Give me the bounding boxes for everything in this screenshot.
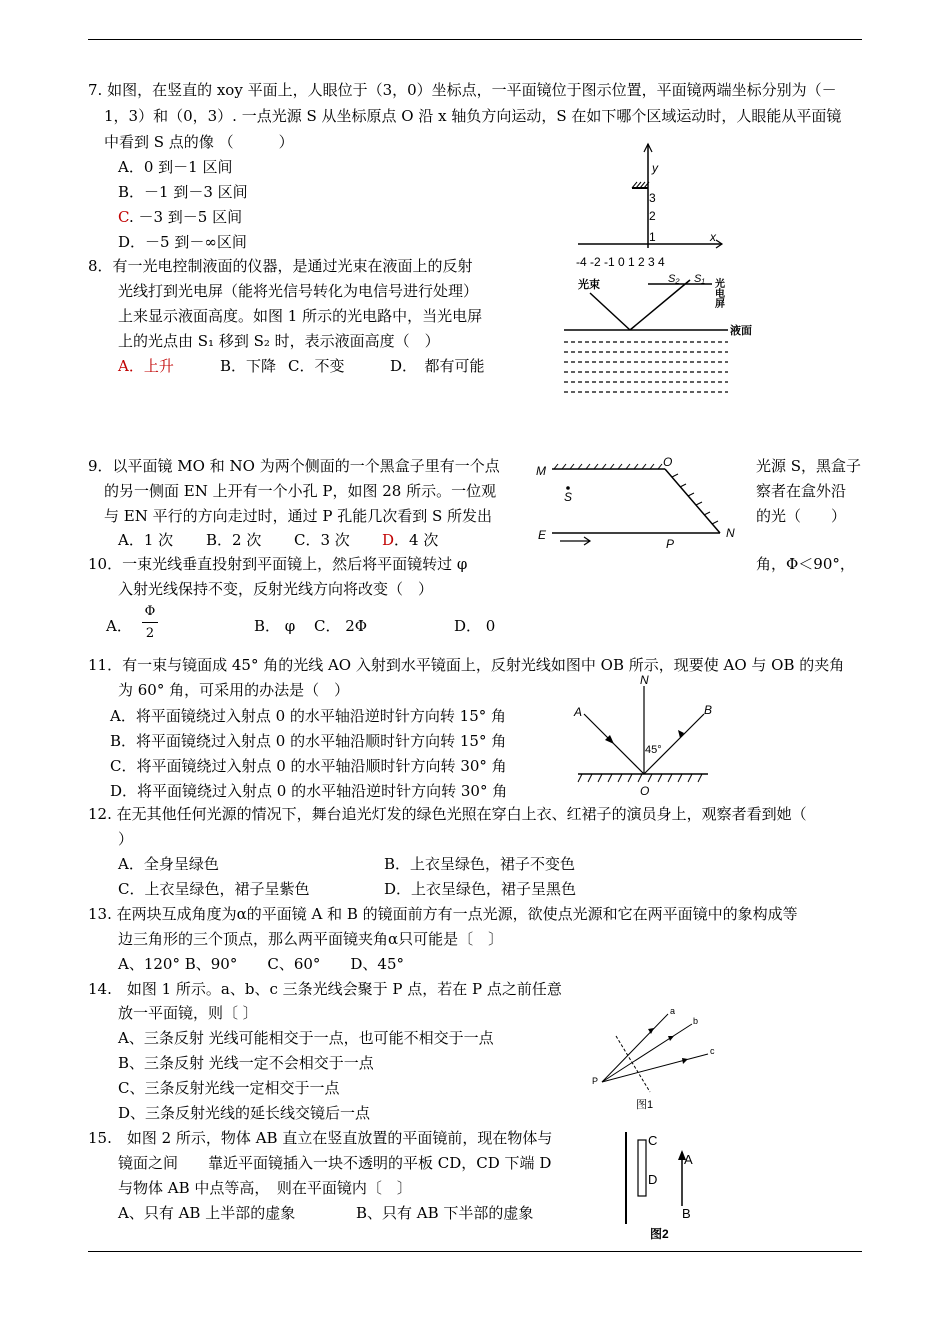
q12-option-d: D．上衣呈绿色，裙子呈黑色	[384, 880, 577, 898]
q8-line1: 8．有一光电控制液面的仪器，是通过光束在液面上的反射	[88, 257, 473, 275]
q11-option-a: A．将平面镜绕过入射点 0 的水平轴沿逆时针方向转 15° 角	[110, 707, 507, 725]
q13-line1: 13. 在两块互成角度为α的平面镜 A 和 B 的镜面前方有一点光源，欲使点光源和它在两平面镜中的象构成等	[88, 905, 798, 923]
q7-option-d: D．－5 到－∞区间	[118, 233, 247, 251]
q14-line2: 放一平面镜，则〔 〕	[118, 1004, 258, 1022]
q10-option-d: D． 0	[454, 617, 496, 635]
q7-option-c-text: . －3 到－5 区间	[128, 208, 243, 226]
reflected-ray	[630, 280, 690, 330]
q12-line2: ）	[118, 830, 134, 848]
s2-label: S₂	[668, 273, 680, 285]
q9-line3a: 与 EN 平行的方向走过时，通过 P 孔能几次看到 S 所发出	[104, 507, 493, 525]
q8-line2: 光线打到光电屏（能将光信号转化为电信号进行处理）	[118, 282, 479, 300]
q8-option-c: C．不变	[288, 357, 345, 375]
q11-line2: 为 60° 角，可采用的办法是（ ）	[118, 681, 350, 699]
q7-option-c	[118, 207, 242, 227]
q9-line1a: 9．以平面镜 MO 和 NO 为两个侧面的一个黑盒子里有一个点	[88, 457, 500, 475]
q8-line4: 上的光点由 S₁ 移到 S₂ 时，表示液面高度（ ）	[118, 332, 440, 350]
ray-c	[602, 1054, 708, 1082]
q12-option-c: C．上衣呈绿色，裙子呈紫色	[118, 880, 310, 898]
q10-line1a: 10．一束光线垂直投射到平面镜上，然后将平面镜转过 φ	[88, 555, 468, 573]
q11-option-b: B．将平面镜绕过入射点 0 的水平轴沿顺时针方向转 15° 角	[110, 732, 507, 750]
label-b: b	[693, 1016, 699, 1026]
label-b: B	[682, 1206, 691, 1221]
q13-line2: 边三角形的三个顶点，那么两平面镜夹角α只可能是〔 〕	[118, 930, 504, 948]
tick-y-3: 3	[649, 191, 656, 205]
surface-label: 液面	[730, 325, 752, 337]
label-s: S	[564, 490, 573, 504]
top-rule	[88, 39, 862, 40]
label-e: E	[538, 528, 547, 542]
q12-option-a: A．全身呈绿色	[118, 855, 219, 873]
q7-line2: 1，3）和（0，3）. 一点光源 S 从坐标原点 O 沿 x 轴负方向运动，S 在如下哪个区域运动时，人眼能从平面镜	[104, 107, 842, 125]
q9-option-b: B．2 次	[206, 531, 262, 549]
q11-option-c: C．将平面镜绕过入射点 0 的水平轴沿顺时针方向转 30° 角	[110, 757, 507, 775]
q7-answer-mark: C	[118, 208, 129, 226]
q15-figure	[610, 1128, 720, 1246]
q14-line1: 14. 如图 1 所示。a、b、c 三条光线会聚于 P 点，若在 P 点之前任意	[88, 980, 562, 998]
q8-option-b: B．下降	[220, 357, 277, 375]
q12-option-b: B．上衣呈绿色，裙子不变色	[384, 855, 576, 873]
fig2-caption: 图2	[650, 1227, 669, 1241]
angle-label: 45°	[645, 744, 662, 756]
label-n: N	[640, 673, 649, 687]
tick-y-1: 1	[649, 230, 656, 244]
q8-option-d: D． 都有可能	[390, 357, 485, 375]
arrow-c	[682, 1058, 688, 1064]
q9-figure	[530, 455, 755, 550]
q11-figure	[568, 670, 718, 800]
y-label: y	[652, 161, 658, 175]
label-c: C	[648, 1133, 658, 1148]
mirror-line	[616, 1036, 650, 1092]
q14-option-a: A、三条反射 光线可能相交于一点，也可能不相交于一点	[118, 1029, 494, 1047]
q10-option-a-num: Φ	[144, 604, 156, 619]
q9-answer-mark: D	[382, 531, 395, 549]
q7-figure	[570, 140, 730, 270]
q7-option-b: B．－1 到－3 区间	[118, 183, 248, 201]
q7-line3: 中看到 S 点的像 （ ）	[104, 133, 294, 151]
q14-option-c: C、三条反射光线一定相交于一点	[118, 1079, 340, 1097]
q10-option-b: B． φ	[254, 617, 296, 635]
label-p: P	[592, 1076, 599, 1086]
q15-line3: 与物体 AB 中点等高， 则在平面镜内〔 〕	[118, 1179, 412, 1197]
q10-option-c: C． 2Φ	[314, 617, 368, 635]
q14-figure	[590, 1002, 730, 1114]
q9-option-c: C．3 次	[294, 531, 350, 549]
mirror-no	[665, 469, 720, 533]
screen-label: 光电屏	[712, 278, 724, 308]
beam-label: 光束	[578, 279, 600, 291]
label-a: A	[684, 1152, 693, 1167]
q10-line1b: 角，Φ＜90°，	[756, 555, 855, 573]
label-o: O	[640, 784, 650, 798]
mirror-hatch	[578, 774, 702, 782]
q9-line2b: 察者在盒外沿	[756, 482, 847, 500]
incident-ray	[590, 293, 630, 330]
q10-fraction-bar	[142, 622, 158, 623]
mirror-no-hatch	[672, 474, 718, 524]
bottom-rule	[88, 1251, 862, 1252]
q9-option-d-text: ．4 次	[394, 531, 439, 549]
label-d: D	[648, 1172, 658, 1187]
q10-option-a-den: 2	[145, 626, 155, 641]
liquid-lines	[564, 342, 728, 392]
q11-option-d: D．将平面镜绕过入射点 0 的水平轴沿逆时针方向转 30° 角	[110, 782, 508, 800]
plate-cd	[638, 1140, 646, 1196]
q14-option-d: D、三条反射光线的延长线交镜后一点	[118, 1104, 371, 1122]
tick-y-2: 2	[649, 209, 656, 223]
q9-option-d	[382, 530, 438, 550]
label-m: M	[536, 464, 546, 478]
q10-option-a-label: A．	[106, 617, 132, 635]
q15-line2: 镜面之间 靠近平面镜插入一块不透明的平板 CD，CD 下端 D	[118, 1154, 552, 1172]
q8-option-a: A．上升	[118, 357, 174, 375]
label-o: O	[663, 455, 673, 469]
label-p: P	[666, 537, 675, 550]
s1-label: S₁	[694, 273, 705, 285]
label-n: N	[726, 526, 735, 540]
q12-line1: 12. 在无其他任何光源的情况下，舞台追光灯发的绿色光照在穿白上衣、红裙子的演员身上，观察者看到她（	[88, 805, 807, 823]
label-b: B	[704, 703, 713, 717]
q8-figure	[560, 268, 770, 400]
ray-a	[602, 1014, 668, 1082]
q9-line2a: 的另一侧面 EN 上开有一个小孔 P，如图 28 所示。一位观	[104, 482, 497, 500]
q9-line3b: 的光（ ）	[756, 507, 847, 525]
q11-line1: 11．有一束与镜面成 45° 角的光线 AO 入射到水平镜面上，反射光线如图中 OB 所示，现要使 AO 与 OB 的夹角	[88, 656, 845, 674]
ray-b	[602, 1024, 692, 1082]
q7-line1: 7. 如图，在竖直的 xoy 平面上，人眼位于（3，0）坐标点，一平面镜位于图示位置，平面镜两端坐标分别为（－	[88, 81, 837, 99]
q7-option-a: A．0 到－1 区间	[118, 158, 233, 176]
x-label: x	[710, 230, 716, 244]
q13-options: A、120° B、90° C、60° D、45°	[118, 955, 405, 973]
q15-option-a: A、只有 AB 上半部的虚象	[118, 1204, 296, 1222]
q15-option-b: B、只有 AB 下半部的虚象	[356, 1204, 534, 1222]
q9-line1b: 光源 S，黑盒子	[756, 457, 862, 475]
q10-line2: 入射光线保持不变，反射光线方向将改变（ ）	[118, 580, 434, 598]
tick-x-labels: -4 -2 -1 0 1 2 3 4	[576, 255, 665, 269]
q9-option-a: A．1 次	[118, 531, 174, 549]
label-c: c	[710, 1046, 715, 1056]
q8-line3: 上来显示液面高度。如图 1 所示的光电路中，当光电屏	[118, 307, 483, 325]
q14-option-b: B、三条反射 光线一定不会相交于一点	[118, 1054, 374, 1072]
q15-line1: 15. 如图 2 所示，物体 AB 直立在竖直放置的平面镜前，现在物体与	[88, 1129, 553, 1147]
label-a: a	[670, 1006, 676, 1016]
label-a: A	[574, 705, 583, 719]
fig1-caption: 图1	[636, 1099, 654, 1111]
